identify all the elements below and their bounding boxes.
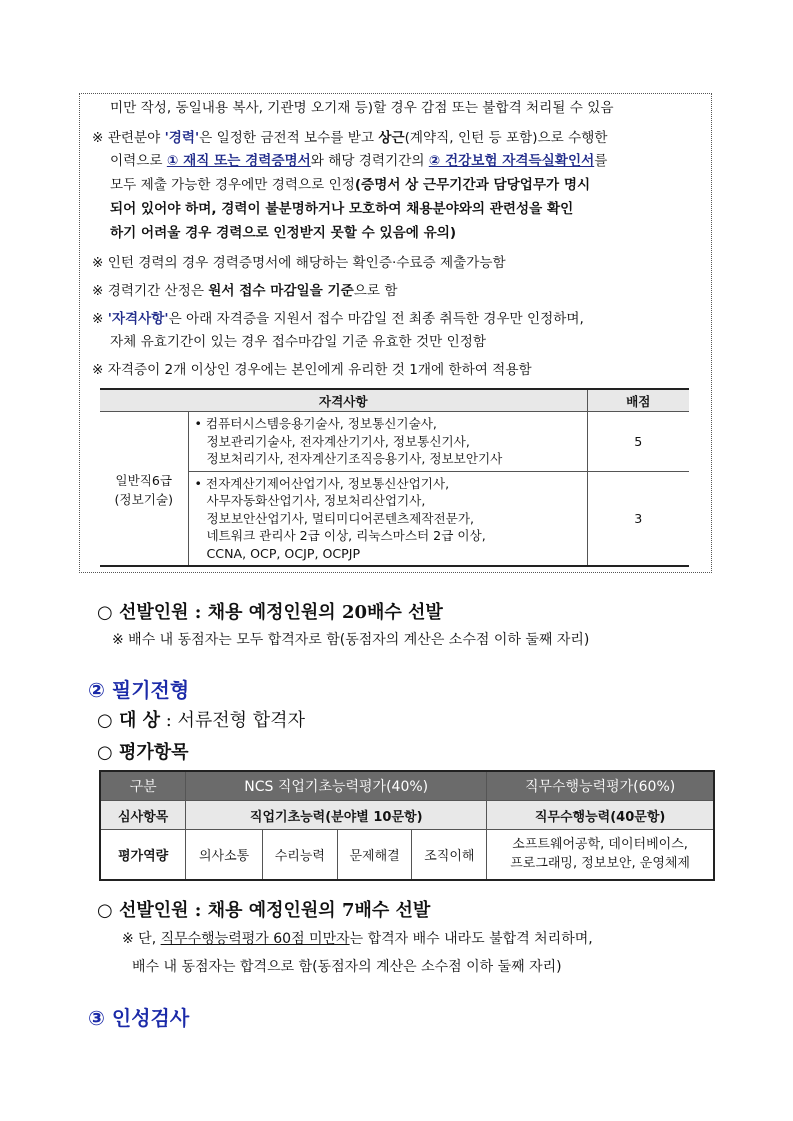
career-note-line4: 되어 있어야 하며, 경력이 불분명하거나 모호하여 채용분야와의 관련성을 확인 [110,201,574,217]
header-score: 배점 [587,389,689,412]
comp-communication: 의사소통 [186,830,263,880]
cert-list-tier2: • 전자계산기제어산업기사, 정보통신산업기사, 사무자동화산업기사, 정보처리산업기사, 정보보안산업기사, 멀티미디어콘텐츠제작전문가, 네트워크 관리사 2급 이상, 리눅스마스터 2급 이상, CCNA, OCP, OCJP, OCPJP [188,471,587,566]
career-note-line3: 모두 제출 가능한 경우에만 경력으로 인정(증명서 상 근무기간과 담당업무가 명시 [110,177,591,193]
career-note-line2: 이력으로 ① 재직 또는 경력증명서와 해당 경력기간의 ② 건강보험 자격득실확인서를 [110,153,608,169]
selection-headcount-document: ○ 선발인원 : 채용 예정인원의 20배수 선발 [97,602,443,623]
note-line: 미만 작성, 동일내용 복사, 기관명 오기재 등)할 경우 감점 또는 불합격 처리될 수 있음 [110,100,614,116]
col-category: 구분 [100,771,186,801]
written-eval-items: ○ 평가항목 [97,742,189,763]
written-eval-table [99,770,715,881]
col-job: 직무수행능력평가(60%) [487,771,714,801]
qualification-note-line2: 자체 유효기간이 있는 경우 접수마감일 기준 유효한 것만 인정함 [110,334,486,350]
career-note-line5: 하기 어려울 경우 경력으로 인정받지 못할 수 있음에 유의) [110,225,457,241]
written-fail-note: ※ 단, 직무수행능력평가 60점 미만자는 합격자 배수 내라도 불합격 처리하며, [122,931,593,947]
multi-cert-note: ※ 자격증이 2개 이상인 경우에는 본인에게 유리한 것 1개에 한하여 적용함 [92,362,532,378]
written-tie-note: 배수 내 동점자는 합격으로 함(동점자의 계산은 소수점 이하 둘째 자리) [132,959,562,975]
career-note-line1: ※ 관련분야 '경력'은 일정한 금전적 보수를 받고 상근(계약직, 인턴 등 포함)으로 수행한 [92,130,608,146]
ncs-items: 직업기초능력(분야별 10문항) [186,801,487,830]
qualification-table [100,388,689,567]
written-target: ○ 대 상 : 서류전형 합격자 [97,710,305,731]
selection-headcount-written: ○ 선발인원 : 채용 예정인원의 7배수 선발 [97,900,431,921]
comp-organization: 조직이해 [412,830,487,880]
grade-cell: 일반직6급 (정보기술) [100,412,188,567]
section-personality-test: ③ 인성검사 [88,1006,190,1030]
score-tier2: 3 [587,471,689,566]
period-note: ※ 경력기간 산정은 원서 접수 마감일을 기준으로 함 [92,283,398,299]
job-items: 직무수행능력(40문항) [487,801,714,830]
comp-numeracy: 수리능력 [262,830,337,880]
cert-list-tier1: • 컴퓨터시스템응용기술사, 정보통신기술사, 정보관리기술사, 전자계산기기사, 정보통신기사, 정보처리기사, 전자계산기조직응용기사, 정보보안기사 [188,412,587,472]
qualification-notes-box [79,93,712,573]
comp-problem-solving: 문제해결 [337,830,412,880]
comp-job-subjects: 소프트웨어공학, 데이터베이스, 프로그래밍, 정보보안, 운영체제 [487,830,714,880]
intern-note: ※ 인턴 경력의 경우 경력증명서에 해당하는 확인증·수료증 제출가능함 [92,255,506,271]
col-ncs: NCS 직업기초능력평가(40%) [186,771,487,801]
header-qualification: 자격사항 [100,389,587,412]
row-competency: 평가역량 [100,830,186,880]
selection-tie-note: ※ 배수 내 동점자는 모두 합격자로 함(동점자의 계산은 소수점 이하 둘째 자리) [112,632,590,648]
section-written-test: ② 필기전형 [88,678,190,702]
qualification-note-line1: ※ '자격사항'은 아래 자격증을 지원서 접수 마감일 전 최종 취득한 경우만 인정하며, [92,311,584,327]
score-tier1: 5 [587,412,689,472]
row-review-items: 심사항목 [100,801,186,830]
